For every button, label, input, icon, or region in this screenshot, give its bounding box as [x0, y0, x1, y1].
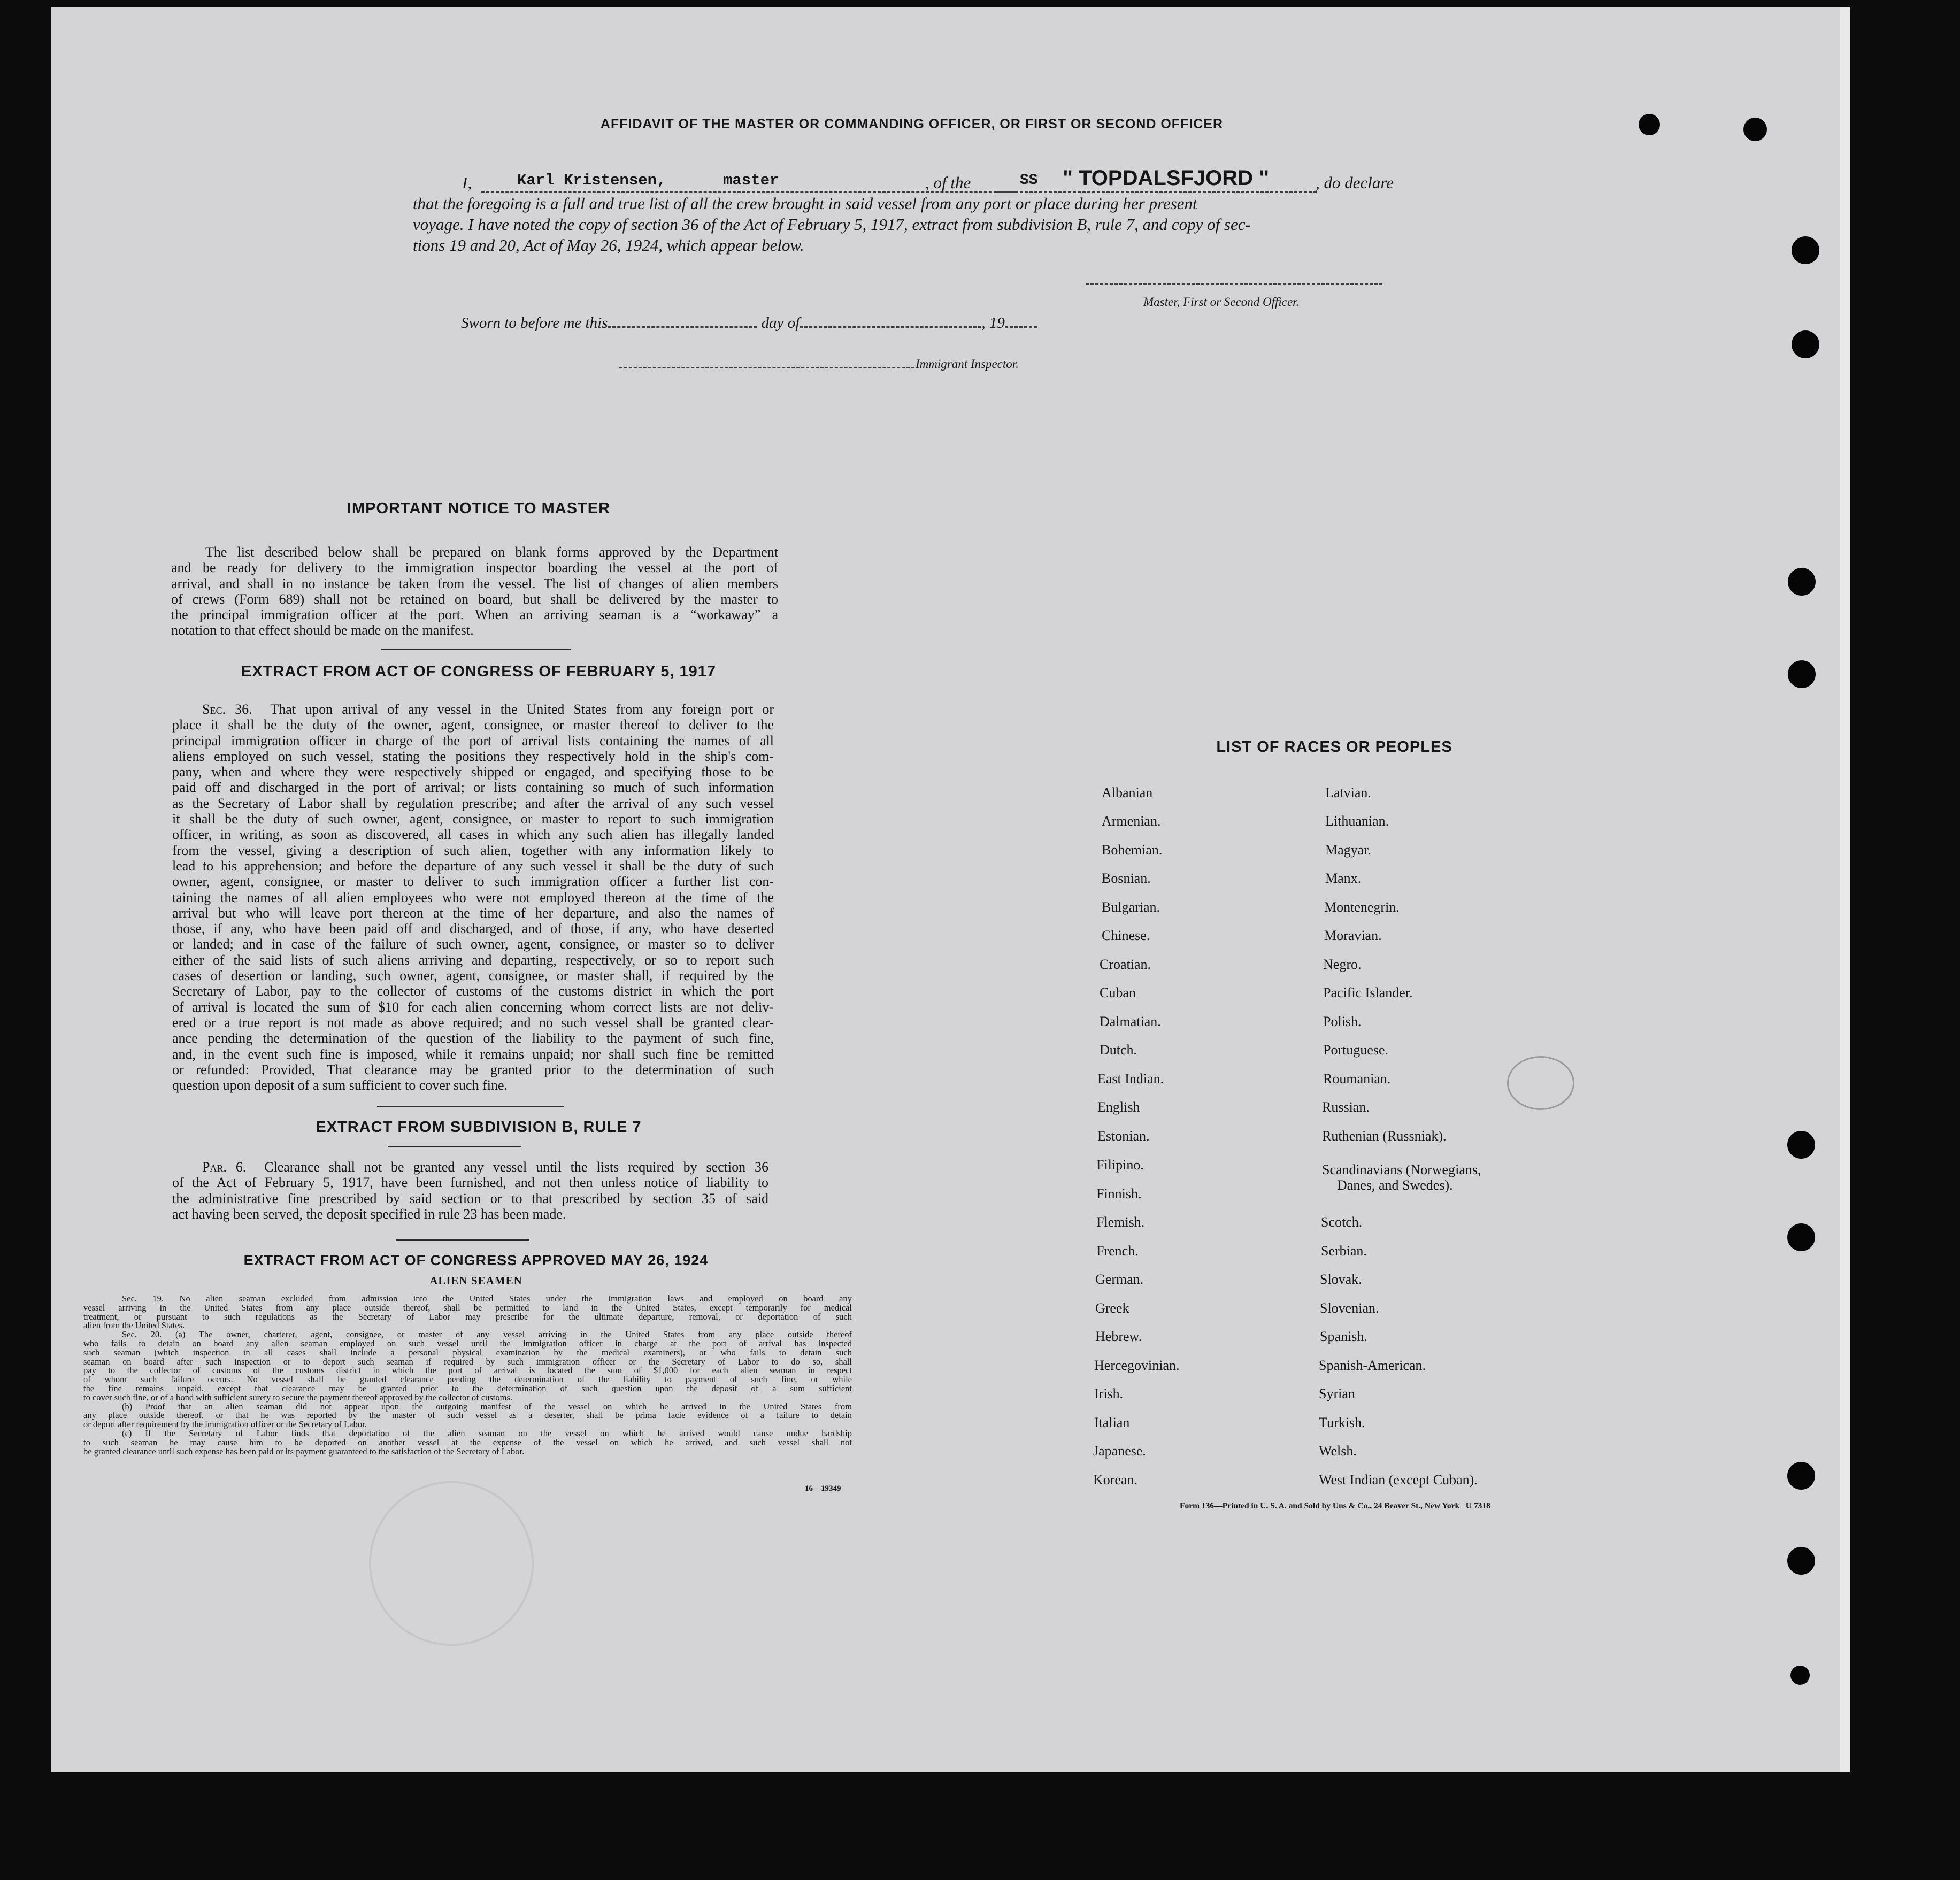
notice-line: arrival, and shall in no instance be taken from the vessel. The list of changes of alien members — [171, 575, 778, 591]
race-item: Syrian — [1319, 1386, 1355, 1401]
seamen-line: any place outside thereof, or that he was reported by the master of such vessel as a deserter, shall be prima facie evidence of a failure to detain — [83, 1410, 852, 1421]
seamen-line: Sec. 19. No alien seaman excluded from admission into the United States under the immigration laws and employed on board any — [122, 1293, 852, 1304]
race-item: Scotch. — [1321, 1214, 1363, 1230]
race-item: Bosnian. — [1102, 870, 1151, 886]
punch-hole — [1639, 114, 1660, 135]
printer-footer: Form 136—Printed in U. S. A. and Sold by Uns & Co., 24 Beaver St., New York U 7318 — [1180, 1501, 1490, 1511]
signature-caption: Master, First or Second Officer. — [1143, 295, 1300, 309]
seamen-line: seaman on board after such inspection or to deport such seaman if required by such immigration officer or the Secretary of Labor to do so, shall — [83, 1356, 852, 1367]
declaration-line: tions 19 and 20, Act of May 26, 1924, which appear below. — [413, 236, 804, 255]
race-item: Italian — [1094, 1415, 1130, 1430]
extract-line: place it shall be the duty of the owner, agent, consignee, or master thereof to deliver to the — [172, 717, 774, 733]
rule-line: of the Act of February 5, 1917, have been furnished, and not then unless notice of liability to — [172, 1175, 768, 1191]
race-item: West Indian (except Cuban). — [1319, 1472, 1478, 1488]
affidavit-title: AFFIDAVIT OF THE MASTER OR COMMANDING OFFICER, OR FIRST OR SECOND OFFICER — [600, 117, 1224, 132]
race-item: Slovenian. — [1320, 1300, 1379, 1316]
extract-1924-heading: EXTRACT FROM ACT OF CONGRESS APPROVED MAY 26, 1924 — [243, 1252, 709, 1268]
notice-paragraph — [171, 544, 778, 638]
faint-stamp — [369, 1481, 534, 1646]
seamen-line: to such seaman he may cause him to be deported on another vessel at the expense of the vessel on which he arrived, and such vessel shall not — [83, 1437, 852, 1447]
race-item: Serbian. — [1321, 1243, 1367, 1259]
punch-hole — [1787, 1223, 1815, 1251]
race-item: Montenegrin. — [1324, 899, 1400, 915]
seamen-line: the fine remains unpaid, except that clearance may be granted prior to the determination of such question upon the deposit of a sum sufficient — [83, 1383, 852, 1393]
races-heading: LIST OF RACES OR PEOPLES — [1216, 738, 1452, 756]
punch-hole — [1790, 1666, 1810, 1685]
race-item: Welsh. — [1319, 1443, 1357, 1459]
notice-line: and be ready for delivery to the immigration inspector boarding the vessel at the port of — [171, 560, 778, 576]
section-divider — [388, 1146, 521, 1147]
extract-line: aliens employed on such vessel, stating the positions they respectively hold in the ship's com- — [172, 748, 774, 764]
extract-line: or refunded: Provided, That clearance may be granted prior to the determination of such — [172, 1061, 774, 1077]
race-item: Polish. — [1323, 1014, 1362, 1029]
punch-hole — [1787, 1462, 1815, 1490]
signature-line — [1086, 283, 1382, 285]
race-item: Hercegovinian. — [1094, 1358, 1180, 1373]
race-item: Negro. — [1323, 957, 1362, 972]
extract-1924-text — [83, 1295, 852, 1456]
seamen-line: or deport after requirement by the immigration officer or the Secretary of Labor. — [83, 1419, 367, 1430]
race-item: Bulgarian. — [1102, 899, 1160, 915]
extract-line: taining the names of all alien employees who were not employed thereon at the time of the — [172, 889, 774, 905]
inspector-signature-line — [619, 367, 914, 368]
extract-line: as the Secretary of Labor shall by regulation prescribe; and after the arrival of any such vessel — [172, 795, 774, 811]
notice-line: notation to that effect should be made on the manifest. — [171, 622, 474, 638]
race-item: Hebrew. — [1095, 1329, 1142, 1344]
extract-line: owner, agent, consignee, or master to deliver to such immigration officer a further list con- — [172, 874, 774, 890]
seamen-line: pay to the collector of customs of the customs district in which the port of arrival is located the sum of $1,000 for each alien seaman in respect — [83, 1365, 852, 1376]
seamen-line: Sec. 20. (a) The owner, charterer, agent, consignee, or master of any vessel arriving in the United States from any place outside thereof — [122, 1329, 852, 1340]
race-item: Filipino. — [1096, 1157, 1144, 1173]
extract-line: cases of desertion or landing, such owner, agent, consignee, or master shall, if required by the — [172, 968, 774, 984]
extract-line: officer, in writing, as soon as discovered, all cases in which any such alien has illegally landed — [172, 827, 774, 843]
race-item: Albanian — [1102, 785, 1153, 800]
extract-line: lead to his apprehension; and before the departure of any such vessel it shall be the duty of such — [172, 858, 774, 874]
rule-7-heading: EXTRACT FROM SUBDIVISION B, RULE 7 — [316, 1119, 642, 1136]
alien-seamen-subheading: ALIEN SEAMEN — [429, 1274, 522, 1287]
affidavit-declaration — [413, 166, 1410, 256]
race-item: French. — [1096, 1243, 1139, 1259]
race-item: Danes, and Swedes). — [1337, 1177, 1453, 1193]
extract-1917-paragraph — [172, 702, 774, 1093]
seamen-line: who fails to detain on board any alien seaman employed on such vessel until the immigration officer in charge at the port of arrival has inspected — [83, 1338, 852, 1349]
sworn-date-field — [608, 326, 757, 328]
sworn-year-field — [1005, 326, 1037, 328]
faint-stamp — [1507, 1056, 1574, 1110]
race-item: Portuguese. — [1323, 1042, 1389, 1058]
extract-line: it shall be the duty of such owner, agent, consignee, or master to report to such immigration — [172, 811, 774, 827]
extract-line: those, if any, who have been paid off and discharged, and of those, if any, who have deserted — [172, 921, 774, 937]
notice-line: The list described below shall be prepared on blank forms approved by the Department — [205, 544, 778, 560]
pronoun: I, — [462, 173, 472, 192]
race-item: Roumanian. — [1323, 1071, 1391, 1087]
seamen-line: such seaman (which inspection in all cases shall include a personal physical examination by the medical examiners), or who fails to detain such — [83, 1347, 852, 1358]
race-item: Ruthenian (Russniak). — [1322, 1128, 1447, 1144]
race-item: Pacific Islander. — [1323, 985, 1413, 1000]
extract-line: That upon arrival of any vessel in the United States from any foreign port or — [270, 702, 774, 717]
race-item: Dutch. — [1100, 1042, 1137, 1058]
extract-line: or landed; and in case of the failure of such owner, agent, consignee, or master so to deliver — [172, 936, 774, 952]
race-item: Finnish. — [1096, 1186, 1142, 1201]
race-item: Bohemian. — [1102, 842, 1163, 858]
punch-hole — [1792, 236, 1819, 264]
punch-hole — [1787, 1547, 1815, 1575]
punch-hole — [1792, 330, 1819, 358]
seamen-line: alien from the United States. — [83, 1320, 185, 1331]
race-item: Japanese. — [1093, 1443, 1146, 1459]
race-item: Spanish-American. — [1319, 1358, 1426, 1373]
notice-line: the principal immigration officer at the port. When an arriving seaman is a “workaway” a — [171, 607, 778, 623]
race-item: German. — [1095, 1272, 1144, 1287]
rule-7-paragraph — [172, 1159, 768, 1222]
sworn-year-prefix: , 19 — [981, 314, 1005, 332]
race-item: Cuban — [1100, 985, 1136, 1000]
vessel-name: " TOPDALSFJORD " — [1063, 166, 1270, 190]
punch-hole — [1787, 1131, 1815, 1159]
sworn-month-field — [800, 326, 981, 328]
race-item: East Indian. — [1097, 1071, 1164, 1087]
race-item: Dalmatian. — [1100, 1014, 1161, 1029]
seamen-line: (c) If the Secretary of Labor finds that deportation of the alien seaman on the vessel on which he arrived would cause undue hardship — [122, 1428, 852, 1438]
race-item: Slovak. — [1320, 1272, 1362, 1287]
sworn-line — [461, 314, 1037, 332]
section-divider — [396, 1239, 529, 1241]
race-item: Croatian. — [1100, 957, 1151, 972]
race-item: Lithuanian. — [1325, 813, 1389, 829]
race-item: Estonian. — [1097, 1128, 1150, 1144]
declare-text: , do declare — [1316, 173, 1394, 192]
inspector-caption: Immigrant Inspector. — [916, 357, 1019, 371]
notice-heading: IMPORTANT NOTICE TO MASTER — [347, 500, 611, 517]
declaration-line: that the foregoing is a full and true list of all the crew brought in said vessel from any port or place during her present — [413, 194, 1197, 213]
extract-line: ance pending the determination of the question of the liability to the payment of such fine, — [172, 1030, 774, 1046]
extract-line: pany, when and where they were respectively shipped or engaged, and specifying those to be — [172, 764, 774, 780]
race-item: Magyar. — [1325, 842, 1371, 858]
seamen-line: to cover such fine, or of a bond with sufficient surety to secure the payment thereof approved by the collector of customs. — [83, 1392, 512, 1403]
seamen-line: (b) Proof that an alien seaman did not appear upon the outgoing manifest of the vessel on which he arrived in the United States from — [122, 1401, 852, 1412]
race-item: Scandinavians (Norwegians, — [1322, 1162, 1481, 1177]
race-item: Korean. — [1093, 1472, 1138, 1488]
race-item: Manx. — [1325, 870, 1362, 886]
section-divider — [381, 649, 571, 650]
rule-line: Clearance shall not be granted any vessel until the lists required by section 36 — [264, 1159, 769, 1175]
extract-line: Secretary of Labor, pay to the collector of customs of the customs district in which the port — [172, 983, 774, 999]
form-code: 16—19349 — [805, 1484, 841, 1493]
section-divider — [377, 1106, 564, 1107]
seamen-line: treatment, or pursuant to such regulations as the Secretary of Labor may prescribe for the ultimate departure, removal, or deportation of such — [83, 1311, 852, 1322]
race-item: Chinese. — [1102, 928, 1150, 943]
race-item: Armenian. — [1102, 813, 1161, 829]
sec-36-label: Sec. 36. — [202, 702, 252, 717]
sworn-prefix: Sworn to before me this — [461, 314, 608, 332]
punch-hole — [1743, 118, 1767, 141]
seamen-line: vessel arriving in the United States from any place outside thereof, shall be permitted to land in the United States, except temporarily for medical — [83, 1302, 852, 1313]
punch-hole — [1788, 660, 1816, 688]
declaration-line: voyage. I have noted the copy of section 36 of the Act of February 5, 1917, extract from subdivision B, rule 7, and copy of sec- — [413, 215, 1251, 234]
notice-line: of crews (Form 689) shall not be retained on board, but shall be delivered by the master to — [171, 591, 778, 607]
extract-line: of arrival is located the sum of $10 for each alien concerning whom correct lists are not deliv- — [172, 999, 774, 1015]
seamen-line: of whom such failure occurs. No vessel shall be granted clearance pending the determination of the liability to payment of such fine, or while — [83, 1374, 852, 1385]
extract-line: arrival but who will leave port thereon at the time of her departure, and also the names of — [172, 905, 774, 921]
race-item: Latvian. — [1325, 785, 1371, 800]
race-item: Russian. — [1322, 1099, 1370, 1115]
race-item: English — [1097, 1099, 1140, 1115]
extract-line: paid off and discharged in the port of arrival; or lists containing so much of such information — [172, 780, 774, 796]
race-item: Irish. — [1094, 1386, 1124, 1401]
extract-line: and, in the event such fine is imposed, while it remains unpaid; nor shall such fine be remitted — [172, 1046, 774, 1062]
sworn-day-of: day of — [761, 314, 800, 332]
race-item: Turkish. — [1319, 1415, 1365, 1430]
extract-line: either of the said lists of such aliens arriving and departing, respectively, or so to report such — [172, 952, 774, 968]
ship-prefix: SS — [1020, 172, 1038, 189]
race-item: Flemish. — [1096, 1214, 1145, 1230]
rule-line: the administrative fine prescribed by said section or to that prescribed by section 35 of said — [172, 1190, 768, 1206]
race-item: Greek — [1095, 1300, 1129, 1316]
master-rank: master — [723, 172, 779, 189]
master-name: Karl Kristensen, — [517, 172, 666, 189]
race-item: Spanish. — [1320, 1329, 1367, 1344]
extract-1917-heading: EXTRACT FROM ACT OF CONGRESS OF FEBRUARY 5, 1917 — [241, 663, 717, 680]
race-item: Moravian. — [1324, 928, 1382, 943]
seamen-line: be granted clearance until such expense has been paid or its payment guaranteed to the satisfaction of the Secretary of Labor. — [83, 1446, 525, 1457]
extract-line: question upon deposit of a sum sufficient to cover such fine. — [172, 1077, 508, 1093]
rule-line: act having been served, the deposit specified in rule 23 has been made. — [172, 1206, 566, 1222]
punch-hole — [1788, 568, 1816, 596]
extract-line: ered or a true report is not made as above required; and no such vessel shall be granted clear- — [172, 1014, 774, 1030]
extract-line: from the vessel, giving a description of such alien, together with any information likely to — [172, 842, 774, 858]
par-6-label: Par. 6. — [202, 1159, 247, 1175]
extract-line: principal immigration officer in charge of the port of arrival lists containing the names of all — [172, 733, 774, 749]
of-the-text: , of the — [925, 173, 971, 192]
